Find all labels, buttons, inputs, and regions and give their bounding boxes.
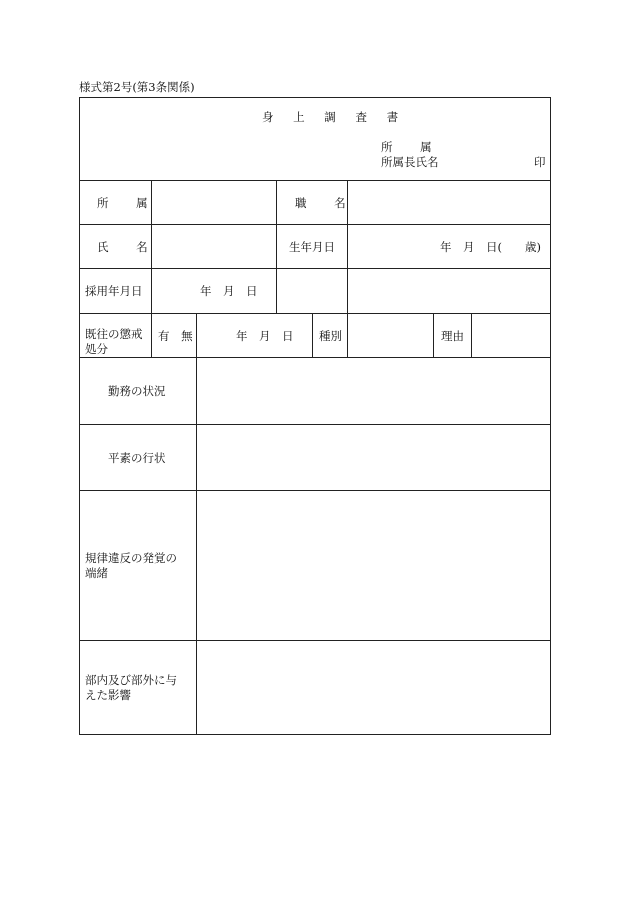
rule-row1-bottom (79, 224, 551, 225)
rule-row3-bottom (79, 313, 551, 314)
impact-label (85, 673, 177, 703)
rule-disc-3 (312, 313, 313, 357)
rule-header-bottom (79, 180, 551, 181)
violation-label-line1: 規律違反の発覚の (85, 551, 177, 565)
rule-col-lower (196, 357, 197, 735)
discipline-label (85, 327, 143, 357)
hire-date-format: 年 月 日 (200, 284, 258, 298)
name-label: 氏 名 (97, 240, 160, 254)
rule-disc-6 (471, 313, 472, 357)
position-label: 職 名 (295, 196, 358, 210)
header-head-name-label: 所属長氏名 (381, 155, 439, 169)
discipline-reason-label: 理由 (441, 329, 464, 343)
rule-row4-bottom (79, 357, 551, 358)
seal-label: 印 (534, 155, 546, 169)
violation-label-line2: 端緒 (85, 566, 108, 580)
form-number: 様式第2号(第3条関係) (79, 80, 195, 94)
rule-disc-1 (151, 313, 152, 357)
rule-disc-4 (347, 313, 348, 357)
rule-row2-bottom (79, 268, 551, 269)
rule-disc-5 (433, 313, 434, 357)
violation-label (85, 551, 177, 581)
discipline-presence: 有 無 (158, 329, 197, 343)
conduct-label: 平素の行状 (108, 451, 166, 465)
rule-row5-bottom (79, 424, 551, 425)
impact-label-line2: えた影響 (85, 688, 131, 702)
hire-date-label: 採用年月日 (85, 284, 143, 298)
rule-row7-bottom (79, 640, 551, 641)
discipline-label-line2: 処分 (85, 342, 108, 356)
birthdate-format: 年 月 日( 歳) (440, 240, 541, 254)
discipline-type-label: 種別 (319, 329, 342, 343)
rule-col-b (276, 180, 277, 313)
rule-row6-bottom (79, 490, 551, 491)
birthdate-label: 生年月日 (289, 240, 335, 254)
discipline-label-line1: 既往の懲戒 (85, 327, 143, 341)
discipline-date-format: 年 月 日 (236, 329, 294, 343)
impact-label-line1: 部内及び部外に与 (85, 673, 177, 687)
document-title: 身 上 調 査 書 (262, 110, 407, 124)
work-status-label: 勤務の状況 (108, 384, 166, 398)
affiliation-label: 所 属 (97, 196, 160, 210)
header-affiliation-label: 所 属 (381, 140, 444, 154)
